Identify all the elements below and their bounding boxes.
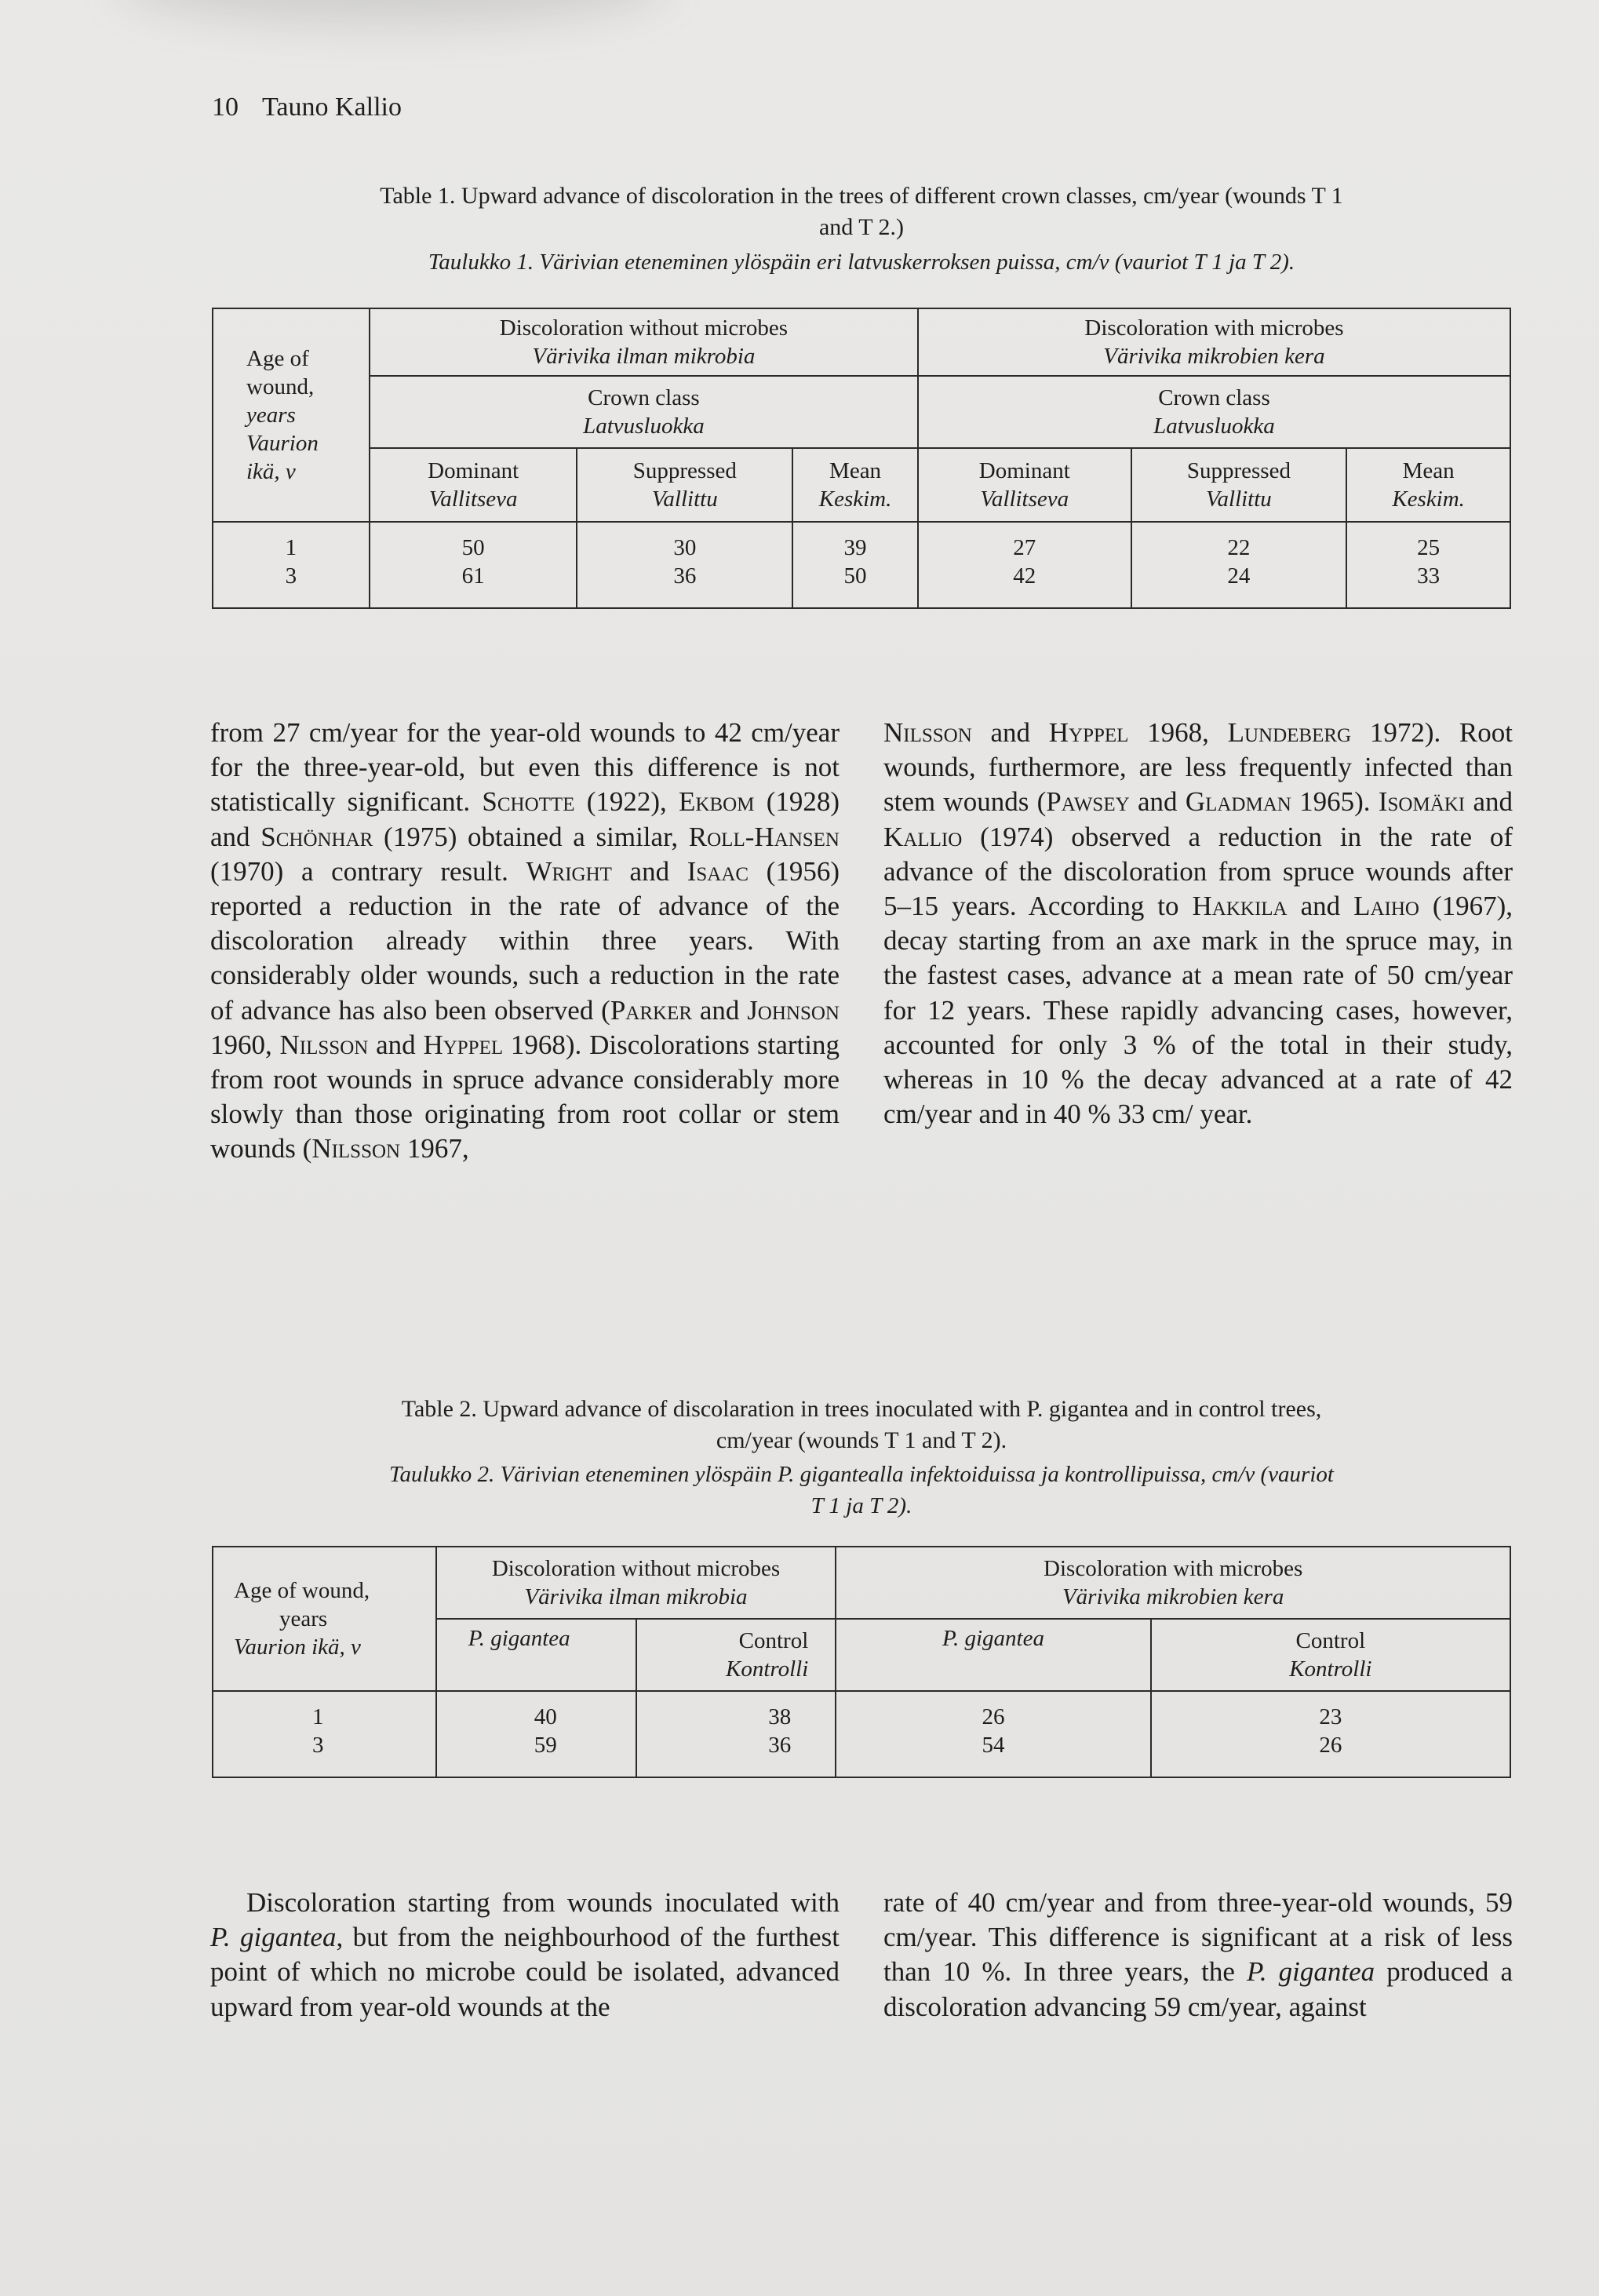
body-right-column-1: [883, 716, 1513, 1132]
page-number: 10: [212, 93, 239, 122]
table1-caption-en-line1: Table 1. Upward advance of discoloration in the trees of different crown classes, cm/year (wounds T 1: [380, 183, 1343, 209]
text: 1967,: [400, 1133, 469, 1164]
text: 1972). Root wounds, furthermore, are less frequently infected than stem wounds (: [883, 717, 1513, 818]
text: and: [611, 855, 687, 887]
paragraph: [883, 716, 1513, 1132]
col-p-gigantea: P. gigantea: [836, 1619, 1150, 1691]
text: Discoloration starting from wounds inoculated with: [246, 1887, 840, 1918]
table2-caption-fi-line2: T 1 ja T 2).: [810, 1493, 912, 1518]
table1-group-with: [918, 308, 1510, 376]
running-header: [212, 93, 402, 122]
text: and: [692, 994, 748, 1026]
table1-caption-en-line2: and T 2.): [818, 214, 905, 240]
col-suppressed: [577, 448, 792, 522]
text: (1956) reported a reduction in the rate of advance of the discoloration already within three years. With considerably older wounds, such a reduction in the rate of advance has also been observed (: [210, 855, 840, 1026]
running-author: Tauno Kallio: [262, 93, 402, 122]
text: 1960,: [210, 1029, 280, 1060]
author-ref: Gladman: [1185, 786, 1291, 818]
col-en: Mean: [829, 458, 882, 483]
crown-class-fi: Latvusluokka: [583, 414, 705, 439]
text: produced a discoloration advancing 59 cm/year, against: [883, 1956, 1513, 2022]
col-control: [1151, 1619, 1510, 1691]
col-fi: Vallittu: [1206, 487, 1272, 512]
table2-age-values: [213, 1691, 436, 1777]
author-ref: Schönhar: [260, 821, 373, 852]
text: 1968,: [1128, 717, 1228, 748]
text: 1965).: [1291, 786, 1379, 818]
age-head-line: Age of: [246, 346, 309, 371]
table2-w-control-values: [1151, 1691, 1510, 1777]
cell: 1: [285, 535, 297, 560]
author-ref: Nilsson: [311, 1133, 401, 1164]
col-en: Control: [738, 1628, 809, 1653]
col-mean: [1346, 448, 1510, 522]
scan-shadow: [118, 0, 667, 24]
crown-class-fi: Latvusluokka: [1153, 414, 1275, 439]
author-ref: Isaac: [687, 855, 749, 887]
paragraph: [883, 1886, 1513, 2024]
group-label-fi: Värivika ilman mikrobia: [524, 1584, 748, 1609]
cell: 23: [1319, 1704, 1342, 1729]
group-label-en: Discoloration without microbes: [499, 315, 789, 341]
author-ref: Hyppel: [423, 1029, 504, 1060]
text: (1922),: [574, 786, 679, 818]
table1-w-dominant-values: [918, 522, 1131, 608]
cell: 50: [461, 535, 485, 560]
cell: 36: [768, 1733, 792, 1758]
author-ref: Roll-Hansen: [688, 821, 840, 852]
cell: 27: [1013, 535, 1036, 560]
author-ref: Wright: [526, 855, 612, 887]
age-head-line: wound,: [246, 374, 315, 399]
text: and: [1465, 786, 1513, 818]
table1: [212, 308, 1511, 609]
col-en: Suppressed: [1186, 458, 1291, 483]
table2-caption-en-line1: [210, 1394, 1513, 1425]
table1-wo-suppressed-values: [577, 522, 792, 608]
table2-age-header: [213, 1547, 436, 1691]
author-ref: Parker: [610, 994, 693, 1026]
table1-wo-mean-values: [792, 522, 918, 608]
col-p-gigantea: P. gigantea: [436, 1619, 636, 1691]
caption-text: Table 2. Upward advance of discolaration in trees inoculated with P. gigantea and in control trees,: [401, 1396, 1322, 1422]
author-ref: Ekbom: [679, 786, 755, 818]
cell: 3: [285, 563, 297, 589]
body-left-column-2: [210, 1886, 840, 2024]
cell: 3: [312, 1733, 324, 1758]
author-ref: Schotte: [482, 786, 575, 818]
col-fi: Vallitseva: [980, 487, 1069, 512]
table2-group-with: [836, 1547, 1510, 1619]
cell: 22: [1227, 535, 1251, 560]
cell: 24: [1227, 563, 1251, 589]
body-right-column-2: [883, 1886, 1513, 2024]
col-suppressed: [1131, 448, 1347, 522]
table2-caption-en-line2: cm/year (wounds T 1 and T 2).: [716, 1427, 1007, 1453]
col-fi: Keskim.: [818, 487, 892, 512]
col-en: Suppressed: [632, 458, 737, 483]
cell: 1: [312, 1704, 324, 1729]
cell: 26: [982, 1704, 1005, 1729]
cell: 61: [461, 563, 485, 589]
table1-age-header: [213, 308, 370, 522]
col-mean: [792, 448, 918, 522]
col-dominant: [370, 448, 577, 522]
col-fi: Vallitseva: [428, 487, 518, 512]
author-ref: Hakkila: [1192, 891, 1288, 922]
group-label-en: Discoloration without microbes: [491, 1556, 781, 1581]
cell: 50: [843, 563, 867, 589]
col-fi: Kontrolli: [726, 1656, 809, 1682]
cell: 40: [534, 1704, 557, 1729]
age-head-line: ikä, v: [246, 459, 296, 484]
table1-crown-class-with: [918, 376, 1510, 448]
author-ref: Pawsey: [1046, 786, 1130, 818]
group-label-fi: Värivika ilman mikrobia: [532, 344, 756, 369]
table2-group-without: [436, 1547, 836, 1619]
text: (1975) obtained a similar,: [373, 821, 689, 852]
table1-w-mean-values: [1346, 522, 1510, 608]
col-en: Dominant: [428, 458, 519, 483]
table1-w-suppressed-values: [1131, 522, 1347, 608]
cell: 42: [1013, 563, 1036, 589]
cell: 36: [673, 563, 697, 589]
col-dominant: [918, 448, 1131, 522]
cell: 38: [768, 1704, 792, 1729]
table2: [212, 1546, 1511, 1778]
cell: 30: [673, 535, 697, 560]
col-fi: Keskim.: [1392, 487, 1465, 512]
crown-class-en: Crown class: [588, 385, 700, 410]
paragraph: [210, 1886, 840, 2024]
cell: 39: [843, 535, 867, 560]
cell: 25: [1417, 535, 1441, 560]
age-head-line: years: [279, 1606, 328, 1631]
table1-crown-class-without: [370, 376, 918, 448]
text: (1967), decay starting from an axe mark in the spruce may, in the fastest cases, advance at a mean rate of 50 cm/year for 12 years. These rapidly advancing cases, however, accounted for only 3 % of the total in their study, whereas in 10 % the decay advanced at a rate of 42 cm/year and in 40 % 33 cm/ year.: [883, 891, 1513, 1130]
col-en: Control: [1295, 1628, 1366, 1653]
text: (1928) and: [210, 786, 840, 852]
author-ref: Nilsson: [883, 717, 972, 748]
author-ref: Hyppel: [1048, 717, 1129, 748]
species-name: P. gigantea: [210, 1922, 337, 1953]
table1-caption-fi: Taulukko 1. Värivian eteneminen ylöspäin eri latvuskerroksen puissa, cm/v (vauriot T 1 ja T 2).: [428, 250, 1295, 275]
text: and: [1129, 786, 1186, 818]
author-ref: Isomäki: [1378, 786, 1466, 818]
cell: 59: [534, 1733, 557, 1758]
text: (1974) observed a reduction in the rate of advance of the discoloration from spruce wounds after 5–15 years. According to: [883, 821, 1513, 922]
author-ref: Kallio: [883, 821, 963, 852]
author-ref: Nilsson: [279, 1029, 369, 1060]
table1-group-without: [370, 308, 918, 376]
cell: 33: [1417, 563, 1441, 589]
cell: 54: [982, 1733, 1005, 1758]
group-label-fi: Värivika mikrobien kera: [1062, 1584, 1284, 1609]
group-label-en: Discoloration with microbes: [1044, 1556, 1303, 1581]
table1-wo-dominant-values: [370, 522, 577, 608]
text: and: [368, 1029, 424, 1060]
table2-caption-fi-line1: Taulukko 2. Värivian eteneminen ylöspäin P. gigantealla infektoiduissa ja kontrollipuissa, cm/v (vauriot: [389, 1462, 1334, 1487]
species-name: P. gigantea: [1246, 1956, 1375, 1988]
text: rate of 40 cm/year and from three-year-old wounds, 59 cm/year. This difference is significant at a risk of less than 10 %. In three years, the: [883, 1887, 1513, 1988]
group-label-en: Discoloration with microbes: [1084, 315, 1344, 341]
col-control: [636, 1619, 836, 1691]
text: (1970) a contrary result.: [210, 855, 526, 887]
text: from 27 cm/year for the year-old wounds to 42 cm/year for the three-year-old, but even this difference is not statistically significant.: [210, 717, 840, 818]
text: 1968). Discolorations starting from root wounds in spruce advance considerably more slowly than those originating from root collar or stem wounds (: [210, 1029, 840, 1164]
author-ref: Laiho: [1353, 891, 1419, 922]
table2-wo-pg-values: [436, 1691, 636, 1777]
group-label-fi: Värivika mikrobien kera: [1103, 344, 1325, 369]
author-ref: Johnson: [747, 994, 840, 1026]
table1-age-values: [213, 522, 370, 608]
text: and: [971, 717, 1049, 748]
paragraph: [210, 716, 840, 1167]
table2-wo-control-values: [636, 1691, 836, 1777]
col-en: Dominant: [978, 458, 1070, 483]
age-head-line: years: [246, 403, 296, 428]
author-ref: Lundeberg: [1227, 717, 1352, 748]
text: and: [1287, 891, 1354, 922]
col-fi: Vallittu: [651, 487, 718, 512]
text: , but from the neighbourhood of the furthest point of which no microbe could be isolated, advanced upward from year-old wounds at the: [210, 1922, 840, 2022]
crown-class-en: Crown class: [1158, 385, 1270, 410]
col-en: Mean: [1402, 458, 1455, 483]
body-left-column-1: [210, 716, 840, 1167]
age-head-line: Vaurion: [246, 431, 319, 456]
cell: 26: [1319, 1733, 1342, 1758]
col-fi: Kontrolli: [1289, 1656, 1372, 1682]
table2-w-pg-values: [836, 1691, 1150, 1777]
age-head-line: Vaurion ikä, v: [234, 1635, 361, 1660]
age-head-line: Age of wound,: [234, 1578, 370, 1603]
